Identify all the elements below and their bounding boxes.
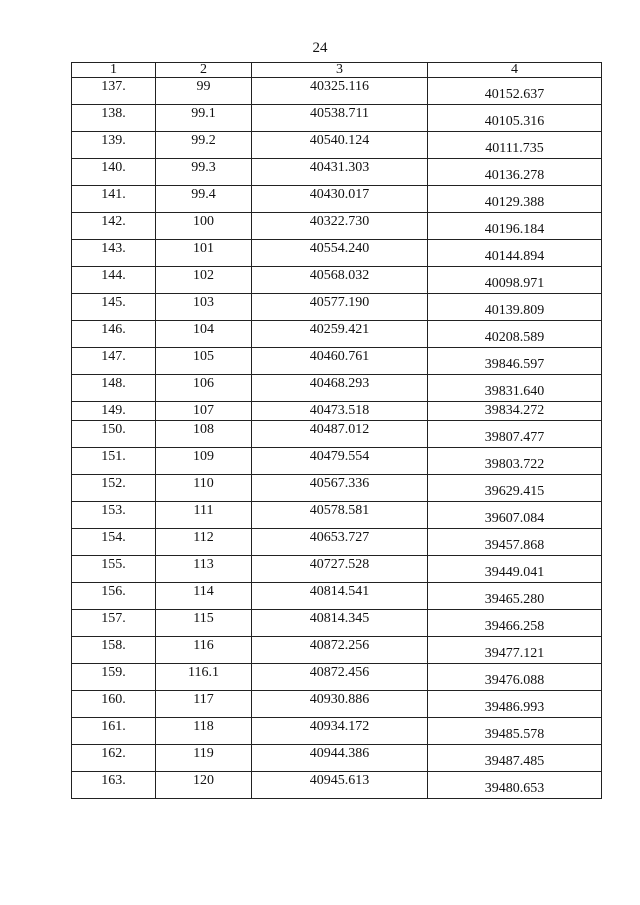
x-coordinate-cell: 40487.012 xyxy=(252,421,428,448)
point-id-cell: 99.4 xyxy=(156,186,252,213)
x-coordinate-cell: 40325.116 xyxy=(252,78,428,105)
point-id-cell: 118 xyxy=(156,718,252,745)
x-coordinate-cell: 40431.303 xyxy=(252,159,428,186)
point-id-cell: 107 xyxy=(156,402,252,421)
table-header-row xyxy=(72,63,602,78)
table-row xyxy=(72,348,602,375)
row-number-cell: 157. xyxy=(72,610,156,637)
row-number-cell: 160. xyxy=(72,691,156,718)
y-coordinate-cell: 40129.388 xyxy=(428,186,602,213)
row-number-cell: 158. xyxy=(72,637,156,664)
y-coordinate-cell: 39629.415 xyxy=(428,475,602,502)
y-coordinate-cell: 40098.971 xyxy=(428,267,602,294)
point-id-cell: 113 xyxy=(156,556,252,583)
column-header-4: 4 xyxy=(428,63,602,78)
point-id-cell: 119 xyxy=(156,745,252,772)
table-row xyxy=(72,448,602,475)
row-number-cell: 151. xyxy=(72,448,156,475)
coordinates-table xyxy=(71,62,602,799)
point-id-cell: 109 xyxy=(156,448,252,475)
x-coordinate-cell: 40322.730 xyxy=(252,213,428,240)
point-id-cell: 100 xyxy=(156,213,252,240)
y-coordinate-cell: 40152.637 xyxy=(428,78,602,105)
y-coordinate-cell: 39486.993 xyxy=(428,691,602,718)
row-number-cell: 150. xyxy=(72,421,156,448)
row-number-cell: 147. xyxy=(72,348,156,375)
point-id-cell: 105 xyxy=(156,348,252,375)
x-coordinate-cell: 40538.711 xyxy=(252,105,428,132)
y-coordinate-cell: 39831.640 xyxy=(428,375,602,402)
point-id-cell: 108 xyxy=(156,421,252,448)
y-coordinate-cell: 39457.868 xyxy=(428,529,602,556)
row-number-cell: 141. xyxy=(72,186,156,213)
point-id-cell: 102 xyxy=(156,267,252,294)
table-row xyxy=(72,105,602,132)
y-coordinate-cell: 39477.121 xyxy=(428,637,602,664)
table-row xyxy=(72,240,602,267)
x-coordinate-cell: 40872.456 xyxy=(252,664,428,691)
table-row xyxy=(72,529,602,556)
point-id-cell: 110 xyxy=(156,475,252,502)
table-row xyxy=(72,718,602,745)
column-header-3: 3 xyxy=(252,63,428,78)
column-header-2: 2 xyxy=(156,63,252,78)
point-id-cell: 117 xyxy=(156,691,252,718)
y-coordinate-cell: 39449.041 xyxy=(428,556,602,583)
row-number-cell: 140. xyxy=(72,159,156,186)
y-coordinate-cell: 39607.084 xyxy=(428,502,602,529)
x-coordinate-cell: 40814.345 xyxy=(252,610,428,637)
point-id-cell: 116 xyxy=(156,637,252,664)
y-coordinate-cell: 40196.184 xyxy=(428,213,602,240)
y-coordinate-cell: 40136.278 xyxy=(428,159,602,186)
point-id-cell: 111 xyxy=(156,502,252,529)
y-coordinate-cell: 40144.894 xyxy=(428,240,602,267)
row-number-cell: 145. xyxy=(72,294,156,321)
x-coordinate-cell: 40945.613 xyxy=(252,772,428,799)
x-coordinate-cell: 40567.336 xyxy=(252,475,428,502)
table-body xyxy=(72,78,602,799)
y-coordinate-cell: 40139.809 xyxy=(428,294,602,321)
point-id-cell: 116.1 xyxy=(156,664,252,691)
table-row xyxy=(72,691,602,718)
point-id-cell: 103 xyxy=(156,294,252,321)
y-coordinate-cell: 40208.589 xyxy=(428,321,602,348)
y-coordinate-cell: 40105.316 xyxy=(428,105,602,132)
x-coordinate-cell: 40473.518 xyxy=(252,402,428,421)
x-coordinate-cell: 40460.761 xyxy=(252,348,428,375)
row-number-cell: 142. xyxy=(72,213,156,240)
table-row xyxy=(72,213,602,240)
table-row xyxy=(72,664,602,691)
y-coordinate-cell: 39480.653 xyxy=(428,772,602,799)
row-number-cell: 161. xyxy=(72,718,156,745)
table-row xyxy=(72,375,602,402)
row-number-cell: 137. xyxy=(72,78,156,105)
row-number-cell: 153. xyxy=(72,502,156,529)
row-number-cell: 152. xyxy=(72,475,156,502)
table-row xyxy=(72,610,602,637)
point-id-cell: 114 xyxy=(156,583,252,610)
x-coordinate-cell: 40577.190 xyxy=(252,294,428,321)
point-id-cell: 104 xyxy=(156,321,252,348)
y-coordinate-cell: 39834.272 xyxy=(428,402,602,421)
page-number: 24 xyxy=(312,40,328,56)
table-row xyxy=(72,583,602,610)
table-row xyxy=(72,772,602,799)
x-coordinate-cell: 40554.240 xyxy=(252,240,428,267)
point-id-cell: 120 xyxy=(156,772,252,799)
row-number-cell: 162. xyxy=(72,745,156,772)
y-coordinate-cell: 39803.722 xyxy=(428,448,602,475)
table-row xyxy=(72,475,602,502)
row-number-cell: 149. xyxy=(72,402,156,421)
table-row xyxy=(72,78,602,105)
y-coordinate-cell: 39466.258 xyxy=(428,610,602,637)
y-coordinate-cell: 39846.597 xyxy=(428,348,602,375)
y-coordinate-cell: 39476.088 xyxy=(428,664,602,691)
table-row xyxy=(72,321,602,348)
point-id-cell: 99 xyxy=(156,78,252,105)
y-coordinate-cell: 39465.280 xyxy=(428,583,602,610)
point-id-cell: 99.3 xyxy=(156,159,252,186)
x-coordinate-cell: 40814.541 xyxy=(252,583,428,610)
point-id-cell: 115 xyxy=(156,610,252,637)
x-coordinate-cell: 40540.124 xyxy=(252,132,428,159)
row-number-cell: 155. xyxy=(72,556,156,583)
point-id-cell: 101 xyxy=(156,240,252,267)
table-row xyxy=(72,637,602,664)
x-coordinate-cell: 40468.293 xyxy=(252,375,428,402)
row-number-cell: 138. xyxy=(72,105,156,132)
table-row xyxy=(72,159,602,186)
point-id-cell: 106 xyxy=(156,375,252,402)
row-number-cell: 159. xyxy=(72,664,156,691)
row-number-cell: 156. xyxy=(72,583,156,610)
x-coordinate-cell: 40578.581 xyxy=(252,502,428,529)
x-coordinate-cell: 40653.727 xyxy=(252,529,428,556)
point-id-cell: 112 xyxy=(156,529,252,556)
x-coordinate-cell: 40259.421 xyxy=(252,321,428,348)
table-row xyxy=(72,186,602,213)
x-coordinate-cell: 40930.886 xyxy=(252,691,428,718)
table-row xyxy=(72,402,602,421)
row-number-cell: 154. xyxy=(72,529,156,556)
x-coordinate-cell: 40479.554 xyxy=(252,448,428,475)
y-coordinate-cell: 40111.735 xyxy=(428,132,602,159)
row-number-cell: 139. xyxy=(72,132,156,159)
y-coordinate-cell: 39807.477 xyxy=(428,421,602,448)
table-row xyxy=(72,421,602,448)
y-coordinate-cell: 39485.578 xyxy=(428,718,602,745)
y-coordinate-cell: 39487.485 xyxy=(428,745,602,772)
row-number-cell: 148. xyxy=(72,375,156,402)
table-row xyxy=(72,267,602,294)
x-coordinate-cell: 40944.386 xyxy=(252,745,428,772)
x-coordinate-cell: 40727.528 xyxy=(252,556,428,583)
row-number-cell: 163. xyxy=(72,772,156,799)
row-number-cell: 144. xyxy=(72,267,156,294)
table-row xyxy=(72,745,602,772)
table-row xyxy=(72,132,602,159)
column-header-1: 1 xyxy=(72,63,156,78)
row-number-cell: 146. xyxy=(72,321,156,348)
row-number-cell: 143. xyxy=(72,240,156,267)
table-row xyxy=(72,294,602,321)
table-row xyxy=(72,556,602,583)
table-row xyxy=(72,502,602,529)
point-id-cell: 99.2 xyxy=(156,132,252,159)
x-coordinate-cell: 40568.032 xyxy=(252,267,428,294)
x-coordinate-cell: 40430.017 xyxy=(252,186,428,213)
x-coordinate-cell: 40872.256 xyxy=(252,637,428,664)
x-coordinate-cell: 40934.172 xyxy=(252,718,428,745)
point-id-cell: 99.1 xyxy=(156,105,252,132)
